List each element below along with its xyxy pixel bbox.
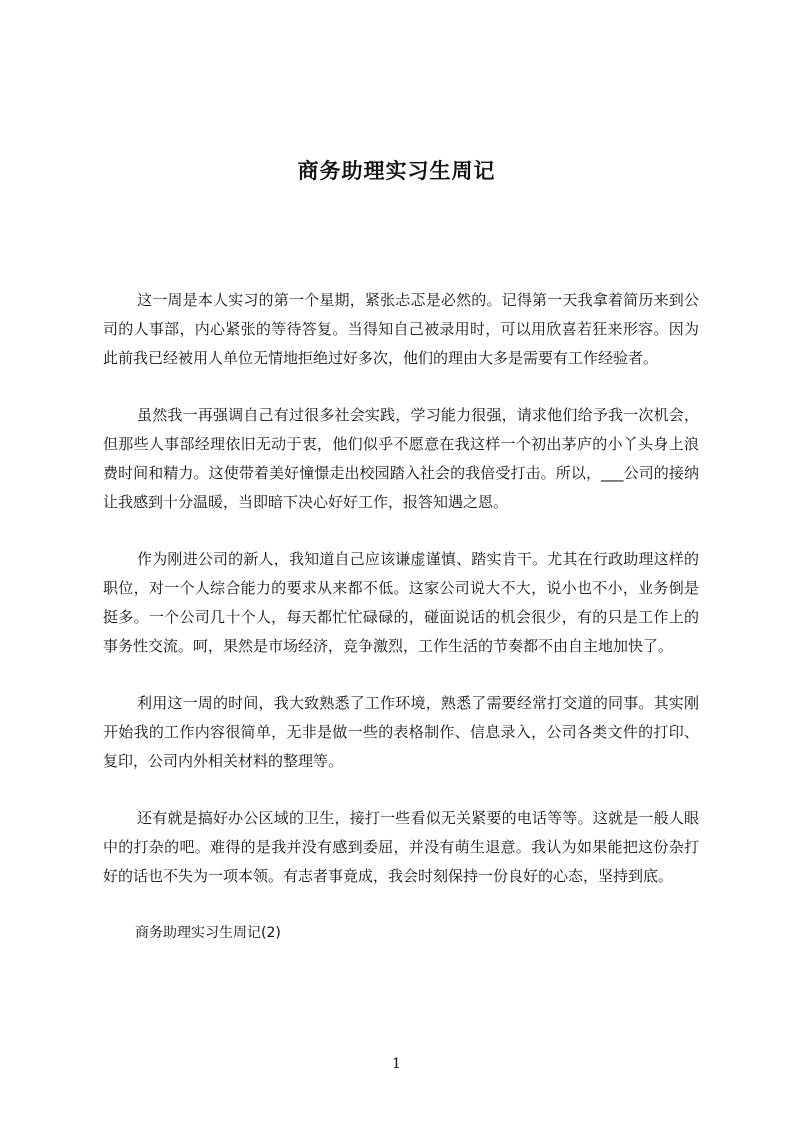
paragraph-1: 这一周是本人实习的第一个星期，紧张忐忑是必然的。记得第一天我拿着简历来到公司的人事部，内心紧张的等待答复。当得知自己被录用时，可以用欣喜若狂来形容。因为此前我已经被用人单位无情地拒绝过好多次，他们的理由大多是需要有工作经验者。 [103,291,699,367]
paragraph-3: 作为刚进公司的新人，我知道自己应该谦虚谨慎、踏实肯干。尤其在行政助理这样的职位，对一个人综合能力的要求从来都不低。这家公司说大不大，说小也不小，业务倒是挺多。一个公司几十个人，每天都忙忙碌碌的，碰面说话的机会很少，有的只是工作上的事务性交流。呵，果然是市场经济，竞争激烈，工作生活的节奏都不由自主地加快了。 [103,550,699,655]
paragraph-5: 还有就是搞好办公区域的卫生，接打一些看似无关紧要的电话等等。这就是一般人眼中的打杂的吧。难得的是我并没有感到委屈，并没有萌生退意。我认为如果能把这份杂打好的话也不失为一项本领。有志者事竟成，我会时刻保持一份良好的心态，坚持到底。 [103,809,699,885]
document-body [103,286,699,948]
paragraph-4: 利用这一周的时间，我大致熟悉了工作环境，熟悉了需要经常打交道的同事。其实刚开始我的工作内容很简单，无非是做一些的表格制作、信息录入，公司各类文件的打印、复印，公司内外相关材料的整理等。 [103,694,699,770]
document-title: 商务助理实习生周记 [297,159,496,184]
paragraph-2: 虽然我一再强调自己有过很多社会实践，学习能力很强，请求他们给予我一次机会，但那些人事部经理依旧无动于衷，他们似乎不愿意在我这样一个初出茅庐的小丫头身上浪费时间和精力。这使带着美好憧憬走出校园踏入社会的我倍受打击。所以，___公司的接纳让我感到十分温暖，当即暗下决心好好工作，报答知遇之恩。 [103,406,699,511]
page-number: 1 [392,1056,401,1072]
section-subheading: 商务助理实习生周记(2) [135,925,281,941]
